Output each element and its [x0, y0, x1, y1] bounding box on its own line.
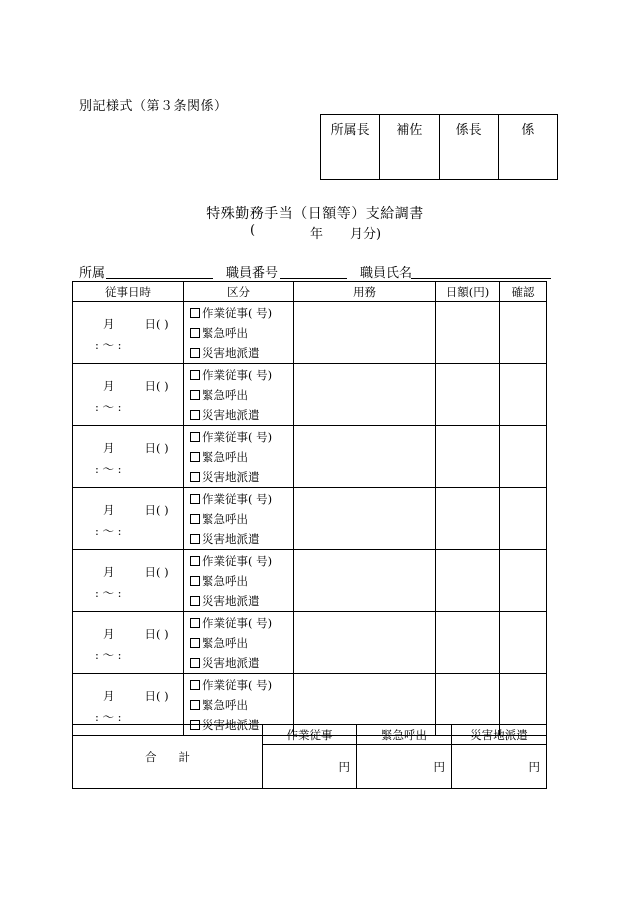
category-option[interactable] — [190, 365, 293, 385]
duty-cell[interactable] — [294, 364, 436, 426]
category-option[interactable] — [190, 653, 293, 673]
category-disaster-label: 災害地派遣 — [202, 718, 260, 732]
checkbox-icon[interactable] — [190, 680, 200, 690]
checkbox-icon[interactable] — [190, 700, 200, 710]
checkbox-icon[interactable] — [190, 618, 200, 628]
confirmation-cell[interactable] — [500, 550, 547, 612]
day-label: 日( ) — [144, 317, 169, 331]
category-emergency-label: 緊急呼出 — [202, 450, 248, 464]
category-emergency-label: 緊急呼出 — [202, 326, 248, 340]
day-label: 日( ) — [144, 565, 169, 579]
category-work-label: 作業従事( 号) — [202, 616, 273, 630]
daily-amount-cell[interactable] — [436, 550, 500, 612]
checkbox-icon[interactable] — [190, 370, 200, 380]
employee-number-label: 職員番号 — [226, 266, 279, 281]
affiliation-label: 所属 — [79, 266, 106, 281]
work-datetime-cell[interactable] — [73, 612, 184, 674]
approval-staff: 係 — [498, 115, 557, 180]
category-option[interactable] — [190, 509, 293, 529]
category-option[interactable] — [190, 447, 293, 467]
month-label: 月 — [103, 317, 115, 331]
time-range-label: : 〜 : — [95, 524, 122, 538]
header-category: 区分 — [184, 282, 294, 302]
category-option[interactable] — [190, 551, 293, 571]
day-label: 日( ) — [144, 689, 169, 703]
category-option[interactable] — [190, 303, 293, 323]
document-title: 特殊勤務手当（日額等）支給調書 — [206, 206, 424, 222]
duty-cell[interactable] — [294, 612, 436, 674]
category-work-label: 作業従事( 号) — [202, 306, 273, 320]
allowance-table — [72, 281, 547, 736]
checkbox-icon[interactable] — [190, 308, 200, 318]
table-row — [73, 612, 547, 674]
duty-cell[interactable] — [294, 488, 436, 550]
header-daily-amount: 日額(円) — [436, 282, 500, 302]
daily-amount-cell[interactable] — [436, 612, 500, 674]
time-range-label: : 〜 : — [95, 586, 122, 600]
month-label: 月 — [103, 689, 115, 703]
form-label: 別記様式（第３条関係） — [79, 99, 228, 114]
employee-name-field[interactable] — [411, 278, 551, 279]
day-label: 日( ) — [144, 379, 169, 393]
work-datetime-cell[interactable] — [73, 550, 184, 612]
approval-stamp-table — [320, 114, 558, 180]
category-disaster-label: 災害地派遣 — [202, 532, 260, 546]
category-option[interactable] — [190, 385, 293, 405]
approval-assistant: 補佐 — [380, 115, 439, 180]
duty-cell[interactable] — [294, 550, 436, 612]
header-work-datetime: 従事日時 — [73, 282, 184, 302]
checkbox-icon[interactable] — [190, 658, 200, 668]
header-duty: 用務 — [294, 282, 436, 302]
category-option[interactable] — [190, 591, 293, 611]
checkbox-icon[interactable] — [190, 348, 200, 358]
checkbox-icon[interactable] — [190, 534, 200, 544]
total-table — [72, 724, 547, 789]
total-header-emergency: 緊急呼出 — [357, 725, 452, 745]
employee-number-field[interactable] — [280, 278, 347, 279]
day-label: 日( ) — [144, 627, 169, 641]
total-work-amount[interactable]: 円 — [263, 745, 357, 789]
table-row — [73, 426, 547, 488]
checkbox-icon[interactable] — [190, 432, 200, 442]
period-line — [0, 223, 630, 241]
checkbox-icon[interactable] — [190, 452, 200, 462]
category-cell — [184, 302, 294, 364]
total-label: 合計 — [73, 725, 263, 789]
category-work-label: 作業従事( 号) — [202, 678, 273, 692]
month-label: 月 — [103, 379, 115, 393]
category-emergency-label: 緊急呼出 — [202, 388, 248, 402]
category-cell — [184, 488, 294, 550]
table-row — [73, 550, 547, 612]
total-emergency-amount[interactable]: 円 — [357, 745, 452, 789]
daily-amount-cell[interactable] — [436, 426, 500, 488]
affiliation-field[interactable] — [106, 278, 213, 279]
work-datetime-cell[interactable] — [73, 426, 184, 488]
month-label: 月 — [103, 565, 115, 579]
daily-amount-cell[interactable] — [436, 488, 500, 550]
category-option[interactable] — [190, 633, 293, 653]
total-header-disaster: 災害地派遣 — [452, 725, 547, 745]
category-cell — [184, 364, 294, 426]
category-work-label: 作業従事( 号) — [202, 368, 273, 382]
month-label: 月 — [103, 441, 115, 455]
day-label: 日( ) — [144, 441, 169, 455]
approval-director: 所属長 — [321, 115, 380, 180]
category-emergency-label: 緊急呼出 — [202, 512, 248, 526]
category-option[interactable] — [190, 571, 293, 591]
total-header-work: 作業従事 — [263, 725, 357, 745]
checkbox-icon[interactable] — [190, 514, 200, 524]
category-work-label: 作業従事( 号) — [202, 492, 273, 506]
daily-amount-cell[interactable] — [436, 364, 500, 426]
category-work-label: 作業従事( 号) — [202, 554, 273, 568]
category-cell — [184, 550, 294, 612]
confirmation-cell[interactable] — [500, 302, 547, 364]
category-option[interactable] — [190, 467, 293, 487]
time-range-label: : 〜 : — [95, 648, 122, 662]
month-label: 月 — [103, 503, 115, 517]
category-option[interactable] — [190, 427, 293, 447]
checkbox-icon[interactable] — [190, 556, 200, 566]
category-disaster-label: 災害地派遣 — [202, 470, 260, 484]
category-option[interactable] — [190, 323, 293, 343]
period-open: ( — [250, 223, 256, 238]
category-option[interactable] — [190, 695, 293, 715]
category-disaster-label: 災害地派遣 — [202, 346, 260, 360]
checkbox-icon[interactable] — [190, 390, 200, 400]
confirmation-cell[interactable] — [500, 426, 547, 488]
checkbox-icon[interactable] — [190, 328, 200, 338]
checkbox-icon[interactable] — [190, 638, 200, 648]
category-disaster-label: 災害地派遣 — [202, 594, 260, 608]
category-option[interactable] — [190, 405, 293, 425]
confirmation-cell[interactable] — [500, 488, 547, 550]
header-confirmation: 確認 — [500, 282, 547, 302]
checkbox-icon[interactable] — [190, 596, 200, 606]
period-year: 年 — [310, 227, 324, 242]
table-row — [73, 302, 547, 364]
work-datetime-cell[interactable] — [73, 302, 184, 364]
table-row — [73, 488, 547, 550]
total-disaster-amount[interactable]: 円 — [452, 745, 547, 789]
category-option[interactable] — [190, 343, 293, 363]
category-option[interactable] — [190, 489, 293, 509]
category-option[interactable] — [190, 529, 293, 549]
table-header-row — [73, 282, 547, 302]
checkbox-icon[interactable] — [190, 472, 200, 482]
month-label: 月 — [103, 627, 115, 641]
day-label: 日( ) — [144, 503, 169, 517]
category-work-label: 作業従事( 号) — [202, 430, 273, 444]
work-datetime-cell[interactable] — [73, 488, 184, 550]
checkbox-icon[interactable] — [190, 494, 200, 504]
category-cell — [184, 426, 294, 488]
confirmation-cell[interactable] — [500, 364, 547, 426]
employee-name-label: 職員氏名 — [360, 266, 413, 281]
category-emergency-label: 緊急呼出 — [202, 698, 248, 712]
daily-amount-cell[interactable] — [436, 302, 500, 364]
employee-info-row — [0, 262, 630, 280]
category-option[interactable] — [190, 613, 293, 633]
work-datetime-cell[interactable] — [73, 364, 184, 426]
time-range-label: : 〜 : — [95, 462, 122, 476]
category-emergency-label: 緊急呼出 — [202, 636, 248, 650]
time-range-label: : 〜 : — [95, 710, 122, 724]
category-disaster-label: 災害地派遣 — [202, 656, 260, 670]
category-disaster-label: 災害地派遣 — [202, 408, 260, 422]
approval-chief: 係長 — [439, 115, 498, 180]
period-month: 月分) — [350, 227, 382, 242]
category-cell — [184, 612, 294, 674]
category-emergency-label: 緊急呼出 — [202, 574, 248, 588]
duty-cell[interactable] — [294, 426, 436, 488]
category-option[interactable] — [190, 675, 293, 695]
table-row — [73, 364, 547, 426]
checkbox-icon[interactable] — [190, 410, 200, 420]
time-range-label: : 〜 : — [95, 338, 122, 352]
time-range-label: : 〜 : — [95, 400, 122, 414]
duty-cell[interactable] — [294, 302, 436, 364]
checkbox-icon[interactable] — [190, 576, 200, 586]
confirmation-cell[interactable] — [500, 612, 547, 674]
